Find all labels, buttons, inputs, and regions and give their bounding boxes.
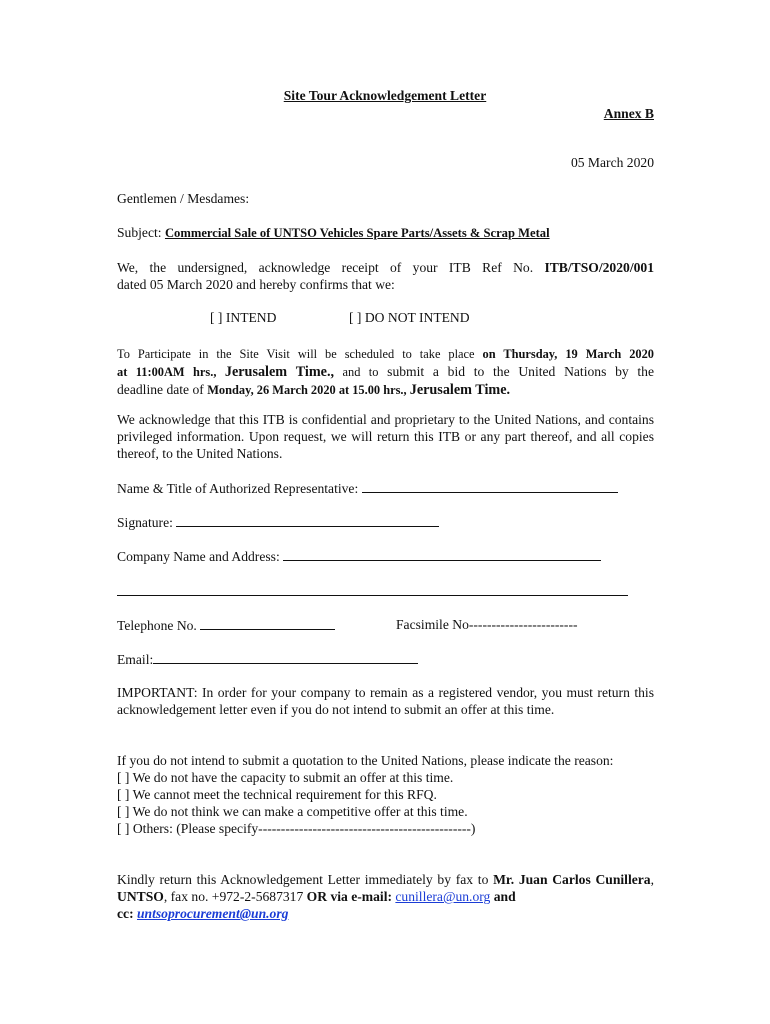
deadline-date: Monday, 26 March 2020 at 15.00 hrs., (207, 383, 410, 397)
participate-text: To Participate in the Site Visit will be scheduled to take place (117, 347, 483, 361)
telephone-field (117, 617, 335, 634)
reason-item[interactable]: [ ] We do not think we can make a competitive offer at this time. (117, 804, 468, 819)
company-label: Company Name and Address: (117, 549, 284, 564)
signature-label: Signature: (117, 515, 177, 530)
name-title-label: Name & Title of Authorized Representative: (117, 481, 362, 496)
reason-checklist (117, 769, 654, 837)
salutation: Gentlemen / Mesdames: (117, 191, 250, 206)
subject-line (117, 224, 654, 242)
reason-item[interactable]: [ ] We cannot meet the technical requirement for this RFQ. (117, 787, 437, 802)
letter-title: Site Tour Acknowledgement Letter (283, 88, 487, 103)
timezone-label: Jerusalem Time., (224, 364, 335, 380)
reason-section (117, 752, 654, 837)
annex-label: Annex B (603, 106, 654, 121)
site-visit-date: on Thursday, 19 March 2020 (482, 347, 654, 361)
participate-text-3: submit a bid to the United Nations by the (378, 364, 655, 379)
contact-name: Mr. Juan Carlos Cunillera (493, 872, 651, 887)
participate-text-2: and to (334, 365, 379, 379)
telephone-label: Telephone No. (117, 618, 201, 633)
name-title-input[interactable] (362, 480, 618, 493)
telephone-input[interactable] (200, 617, 335, 630)
email-field (117, 651, 418, 668)
name-title-field (117, 480, 618, 497)
signature-field (117, 514, 439, 531)
letter-date: 05 March 2020 (570, 155, 654, 170)
contact-org: UNTSO (117, 889, 164, 904)
cc-email-link[interactable]: untsoprocurement@un.org (137, 906, 289, 921)
receipt-text: We, the undersigned, acknowledge receipt of your ITB Ref No. (117, 260, 545, 275)
closing-text: Kindly return this Acknowledgement Letter immediately by fax to (117, 872, 494, 887)
fax-number: , fax no. +972-2-5687317 (163, 889, 307, 904)
reason-item[interactable]: [ ] We do not have the capacity to submit an offer at this time. (117, 770, 454, 785)
facsimile-field[interactable]: Facsimile No------------------------ (396, 617, 578, 632)
receipt-text-2: dated 05 March 2020 and hereby confirms that we: (117, 277, 395, 292)
closing-paragraph (117, 871, 654, 922)
address-input-line[interactable] (117, 585, 628, 596)
important-paragraph: IMPORTANT: In order for your company to remain as a registered vendor, you must return this acknowledgement letter even if you do not intend to submit an offer at this time. (117, 685, 654, 717)
company-field (117, 548, 601, 565)
itb-ref-no: ITB/TSO/2020/001 (544, 260, 654, 275)
receipt-paragraph (117, 259, 654, 293)
contact-email-link[interactable]: cunillera@un.org (395, 889, 491, 904)
closing-comma: , (650, 872, 654, 887)
deadline-timezone: Jerusalem Time. (409, 382, 511, 398)
participate-paragraph (117, 345, 654, 399)
option-do-not-intend[interactable]: [ ] DO NOT INTEND (349, 310, 470, 325)
option-intend[interactable]: [ ] INTEND (210, 310, 277, 325)
subject-text: Commercial Sale of UNTSO Vehicles Spare Parts/Assets & Scrap Metal (164, 226, 550, 240)
deadline-label: deadline date of (117, 382, 208, 397)
signature-input[interactable] (176, 514, 439, 527)
email-prefix: OR via e-mail: (306, 889, 396, 904)
reason-intro: If you do not intend to submit a quotation to the United Nations, please indicate the reason: (117, 753, 614, 768)
email-label: Email: (117, 652, 154, 667)
reason-item[interactable]: [ ] Others: (Please specify-----------------------------------------------) (117, 821, 476, 836)
subject-label: Subject: (117, 225, 165, 240)
confidential-paragraph: We acknowledge that this ITB is confidential and proprietary to the United Nations, and contains privileged information. Upon request, we will return this ITB or any part thereof, and all copies thereof, to the United Nations. (117, 412, 654, 461)
closing-and: and (490, 889, 516, 904)
email-input[interactable] (153, 651, 418, 664)
site-visit-time: at 11:00AM hrs., (117, 365, 225, 379)
cc-label: cc: (117, 906, 137, 921)
company-input[interactable] (283, 548, 601, 561)
